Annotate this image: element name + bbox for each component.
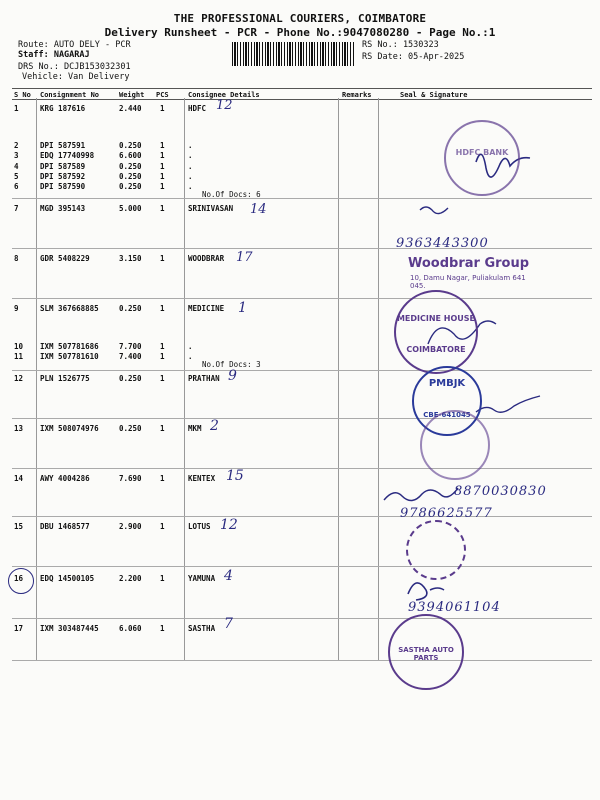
row-sno: 14	[14, 474, 24, 483]
route-label: Route: AUTO DELY - PCR	[18, 40, 131, 50]
row-cno: DPI 587591	[40, 141, 86, 150]
row-wt: 2.900	[119, 522, 142, 531]
hand-phone-4: 9394061104	[408, 600, 501, 615]
row-name: MKM	[188, 424, 202, 433]
row-cno: DBU 1468577	[40, 522, 90, 531]
row-cno: KRG 187616	[40, 104, 86, 113]
sastha-stamp: SASTHA AUTO PARTS	[388, 614, 464, 690]
row-pcs: 1	[160, 141, 165, 150]
woodbrar-address: 10, Damu Nagar, Puliakulam 641 045.	[410, 274, 526, 290]
hand-phone-2: 8870030830	[454, 484, 547, 499]
row-sno: 7	[14, 204, 19, 213]
hand-phone-3: 9786625577	[400, 506, 493, 521]
docs-count-2: No.Of Docs: 3	[202, 360, 261, 369]
row-wt: 3.150	[119, 254, 142, 263]
row-separator	[12, 660, 592, 661]
hand-count-15: 12	[220, 517, 238, 533]
row-cno: DPI 587592	[40, 172, 86, 181]
row-name: WOODBRAR	[188, 254, 225, 263]
row-name: .	[188, 182, 193, 191]
row-pcs: 1	[160, 182, 165, 191]
col-weight: Weight	[119, 91, 145, 99]
company-title: THE PROFESSIONAL COURIERS, COIMBATORE	[173, 12, 427, 25]
col-divider	[36, 98, 37, 660]
row-sno: 6	[14, 182, 19, 191]
hdfc-bank-stamp: HDFC BANK	[444, 120, 520, 196]
row-sno: 8	[14, 254, 19, 263]
row-sno: 12	[14, 374, 24, 383]
pmbjk-code: CBE-641045	[423, 411, 471, 419]
row-pcs: 1	[160, 424, 165, 433]
hand-count-7: 14	[250, 202, 267, 217]
pmbjk-name: PMBJK	[428, 378, 466, 389]
row-name: MEDICINE	[188, 304, 225, 313]
row-name: YAMUNA	[188, 574, 216, 583]
row-cno: MGD 395143	[40, 204, 86, 213]
circled-row-marker	[8, 568, 34, 594]
hand-count-17: 7	[224, 616, 233, 632]
row-cno: IXM 303487445	[40, 624, 99, 633]
row-pcs: 1	[160, 342, 165, 351]
row-name: SASTHA	[188, 624, 216, 633]
row-sno: 5	[14, 172, 19, 181]
row-cno: EDQ 14500105	[40, 574, 95, 583]
col-consignment: Consignment No	[40, 91, 100, 99]
row-name: PRATHAN	[188, 374, 220, 383]
row-wt: 6.060	[119, 624, 142, 633]
row-wt: 0.250	[119, 141, 142, 150]
row-pcs: 1	[160, 204, 165, 213]
row-wt: 0.250	[119, 304, 142, 313]
row-cno: EDQ 17740998	[40, 151, 95, 160]
hand-count-13: 2	[210, 418, 219, 434]
col-seal: Seal & Signature	[400, 91, 468, 99]
faint-stamp	[420, 410, 490, 480]
row-name: .	[188, 352, 193, 361]
row-pcs: 1	[160, 172, 165, 181]
row-name: LOTUS	[188, 522, 211, 531]
row-wt: 7.400	[119, 352, 142, 361]
rs-date-label: RS Date: 05-Apr-2025	[362, 52, 465, 62]
row-cno: DPI 587589	[40, 162, 86, 171]
row-pcs: 1	[160, 104, 165, 113]
barcode	[232, 42, 354, 66]
row-sno: 2	[14, 141, 19, 150]
col-consignee: Consignee Details	[188, 91, 260, 99]
row-sno: 11	[14, 352, 24, 361]
row-sno: 17	[14, 624, 24, 633]
hand-count-8: 17	[236, 250, 253, 265]
row-sno: 9	[14, 304, 19, 313]
col-divider	[378, 98, 379, 660]
row-cno: IXM 507781610	[40, 352, 99, 361]
row-wt: 0.250	[119, 182, 142, 191]
hand-count-16: 4	[224, 568, 233, 584]
row-sno: 15	[14, 522, 24, 531]
row-pcs: 1	[160, 522, 165, 531]
row-name: HDFC	[188, 104, 207, 113]
row-pcs: 1	[160, 151, 165, 160]
medicine-house-stamp	[394, 290, 478, 374]
lotus-stamp	[406, 520, 466, 580]
row-cno: AWY 4004286	[40, 474, 90, 483]
row-pcs: 1	[160, 624, 165, 633]
row-sno: 10	[14, 342, 24, 351]
row-name: SRINIVASAN	[188, 204, 234, 213]
row-cno: IXM 508074976	[40, 424, 99, 433]
row-wt: 0.250	[119, 424, 142, 433]
row-cno: GDR 5408229	[40, 254, 90, 263]
woodbrar-stamp: Woodbrar Group	[408, 256, 530, 271]
row-wt: 6.600	[119, 151, 142, 160]
medicine-house-name: MEDICINE HOUSE	[396, 314, 476, 323]
docs-count-1: No.Of Docs: 6	[202, 190, 261, 199]
row-wt: 2.200	[119, 574, 142, 583]
row-wt: 0.250	[119, 162, 142, 171]
row-pcs: 1	[160, 574, 165, 583]
row-cno: PLN 1526775	[40, 374, 90, 383]
row-sno: 16	[14, 574, 24, 583]
staff-label: Staff: NAGARAJ	[18, 50, 90, 60]
row-cno: SLM 367668885	[40, 304, 99, 313]
table-top-rule	[12, 88, 592, 89]
row-sno: 13	[14, 424, 24, 433]
col-divider	[338, 98, 339, 660]
row-name: .	[188, 342, 193, 351]
row-pcs: 1	[160, 374, 165, 383]
row-pcs: 1	[160, 474, 165, 483]
hand-count-9: 1	[238, 300, 247, 316]
drs-label: DRS No.: DCJB153032301	[18, 62, 131, 72]
row-name: .	[188, 172, 193, 181]
rs-no-label: RS No.: 1530323	[362, 40, 439, 50]
row-name: .	[188, 162, 193, 171]
row-cno: IXM 507781686	[40, 342, 99, 351]
row-pcs: 1	[160, 304, 165, 313]
row-wt: 0.250	[119, 172, 142, 181]
medicine-house-city: COIMBATORE	[406, 345, 466, 354]
row-sno: 1	[14, 104, 19, 113]
row-wt: 0.250	[119, 374, 142, 383]
hand-count-14: 15	[226, 468, 244, 484]
row-name: .	[188, 151, 193, 160]
row-cno: DPI 587590	[40, 182, 86, 191]
row-name: KENTEX	[188, 474, 216, 483]
row-wt: 7.690	[119, 474, 142, 483]
col-sno: S No	[14, 91, 31, 99]
runsheet-subtitle: Delivery Runsheet - PCR - Phone No.:9047080280 - Page No.:1	[104, 26, 496, 39]
hand-phone-1: 9363443300	[396, 236, 489, 251]
row-name: .	[188, 141, 193, 150]
hand-count-1: 12	[216, 98, 233, 113]
row-sno: 4	[14, 162, 19, 171]
col-remarks: Remarks	[342, 91, 372, 99]
row-sno: 3	[14, 151, 19, 160]
row-wt: 2.440	[119, 104, 142, 113]
row-pcs: 1	[160, 254, 165, 263]
hand-count-12: 9	[228, 368, 237, 384]
vehicle-label: Vehicle: Van Delivery	[22, 72, 130, 82]
row-wt: 7.700	[119, 342, 142, 351]
row-pcs: 1	[160, 352, 165, 361]
row-pcs: 1	[160, 162, 165, 171]
row-wt: 5.000	[119, 204, 142, 213]
col-pcs: PCS	[156, 91, 169, 99]
col-divider	[184, 98, 185, 660]
